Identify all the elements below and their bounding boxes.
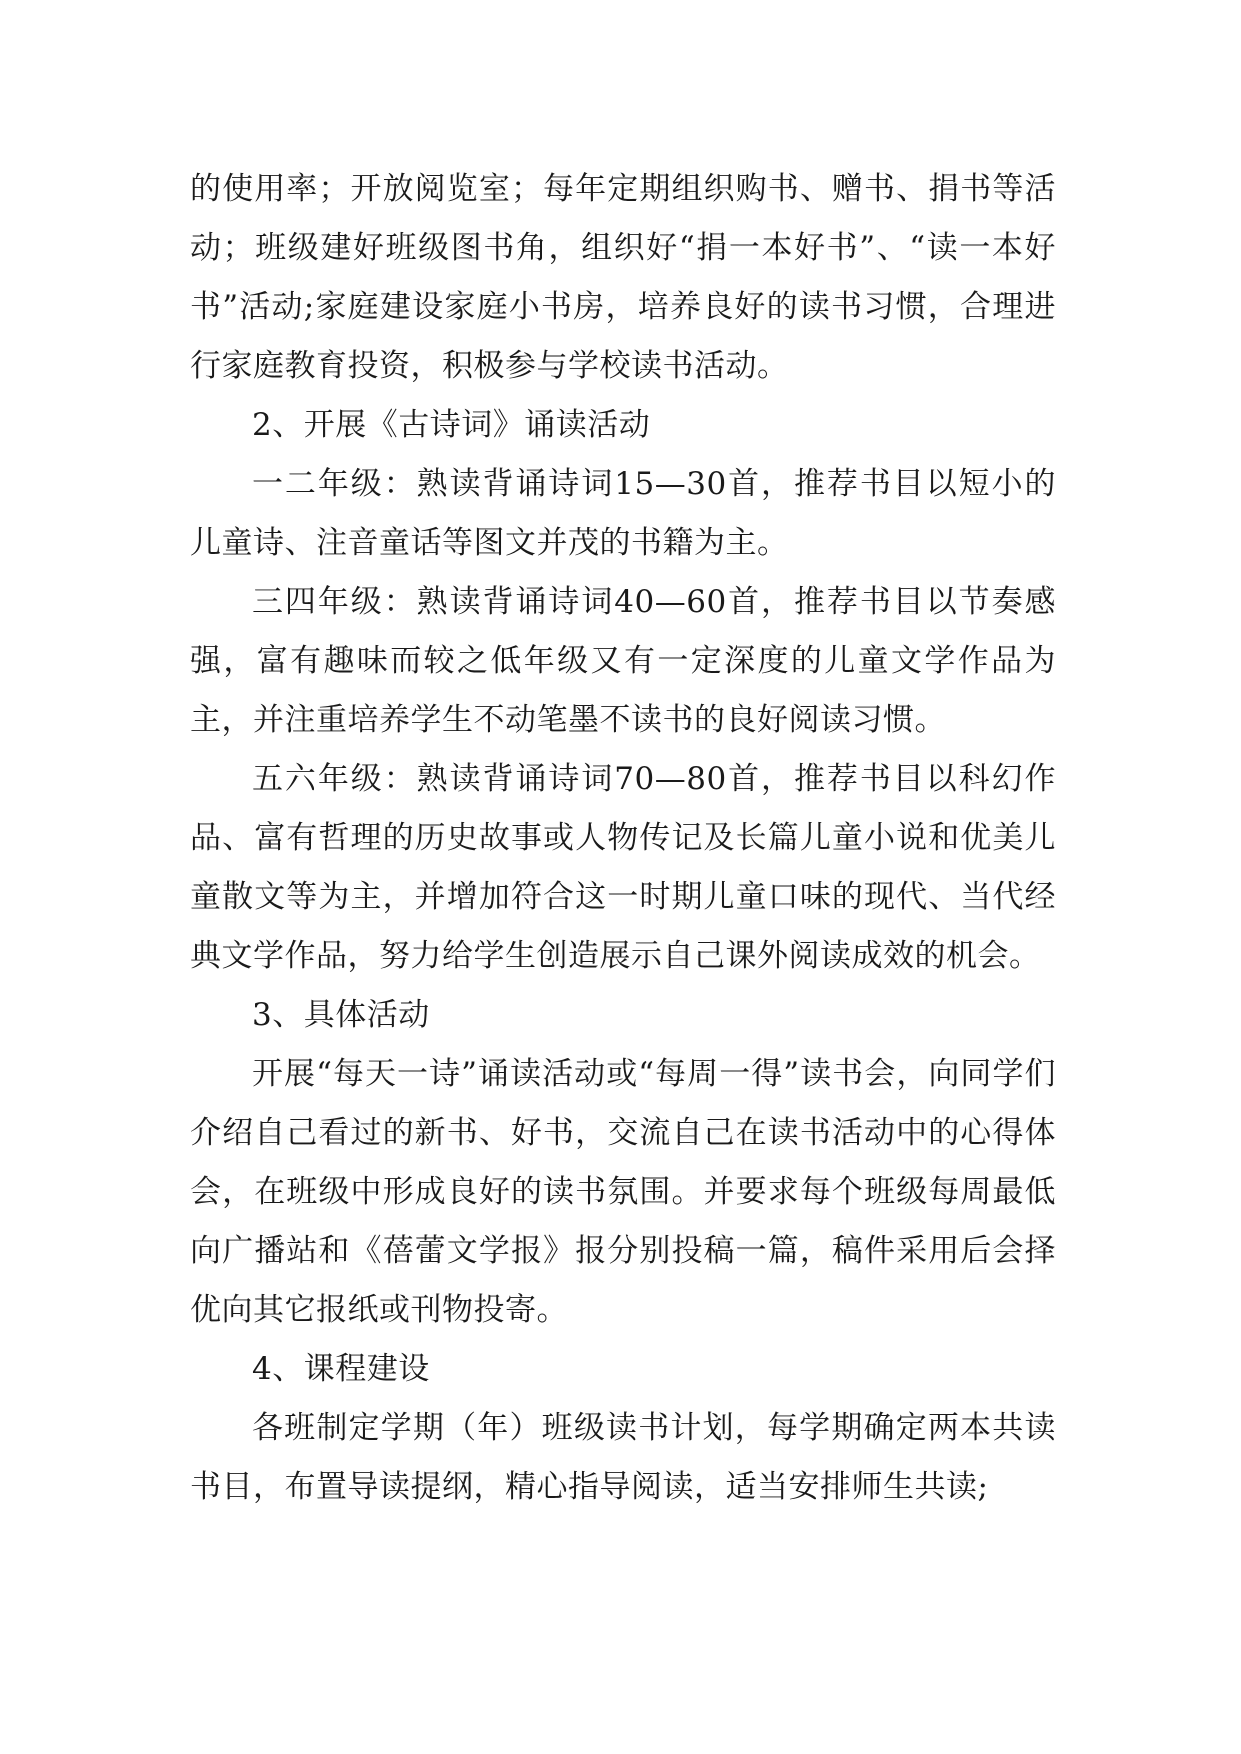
paragraph-grades-5-6: 五六年级：熟读背诵诗词70—80首，推荐书目以科幻作品、富有哲理的历史故事或人物传记及长篇儿童小说和优美儿童散文等为主，并增加符合这一时期儿童口味的现代、当代经典文学作品，努力给学生创造展示自己课外阅读成效的机会。 — [190, 761, 1056, 974]
paragraph-activities: 开展“每天一诗”诵读活动或“每周一得”读书会，向同学们介绍自己看过的新书、好书，交流自己在读书活动中的心得体会，在班级中形成良好的读书氛围。并要求每个班级每周最低向广播站和《蓓蕾文学报》报分别投稿一篇，稿件采用后会择优向其它报纸或刊物投寄。 — [190, 1056, 1056, 1328]
paragraph-1: 的使用率；开放阅览室；每年定期组织购书、赠书、捐书等活动；班级建好班级图书角，组织好“捐一本好书”、“读一本好书”活动;家庭建设家庭小书房，培养良好的读书习惯，合理进行家庭教育投资，积极参与学校读书活动。 — [190, 171, 1056, 384]
paragraph-grades-1-2: 一二年级：熟读背诵诗词15—30首，推荐书目以短小的儿童诗、注音童话等图文并茂的书籍为主。 — [190, 466, 1056, 561]
document-body — [190, 160, 1056, 1517]
heading-3-specific-activities: 3、具体活动 — [252, 997, 430, 1033]
heading-4-curriculum: 4、课程建设 — [252, 1351, 430, 1387]
paragraph-curriculum: 各班制定学期（年）班级读书计划，每学期确定两本共读书目，布置导读提纲，精心指导阅读，适当安排师生共读; — [190, 1410, 1056, 1505]
heading-2-poetry-recitation: 2、开展《古诗词》诵读活动 — [252, 407, 651, 443]
paragraph-grades-3-4: 三四年级：熟读背诵诗词40—60首，推荐书目以节奏感强，富有趣味而较之低年级又有一定深度的儿童文学作品为主，并注重培养学生不动笔墨不读书的良好阅读习惯。 — [190, 584, 1056, 738]
